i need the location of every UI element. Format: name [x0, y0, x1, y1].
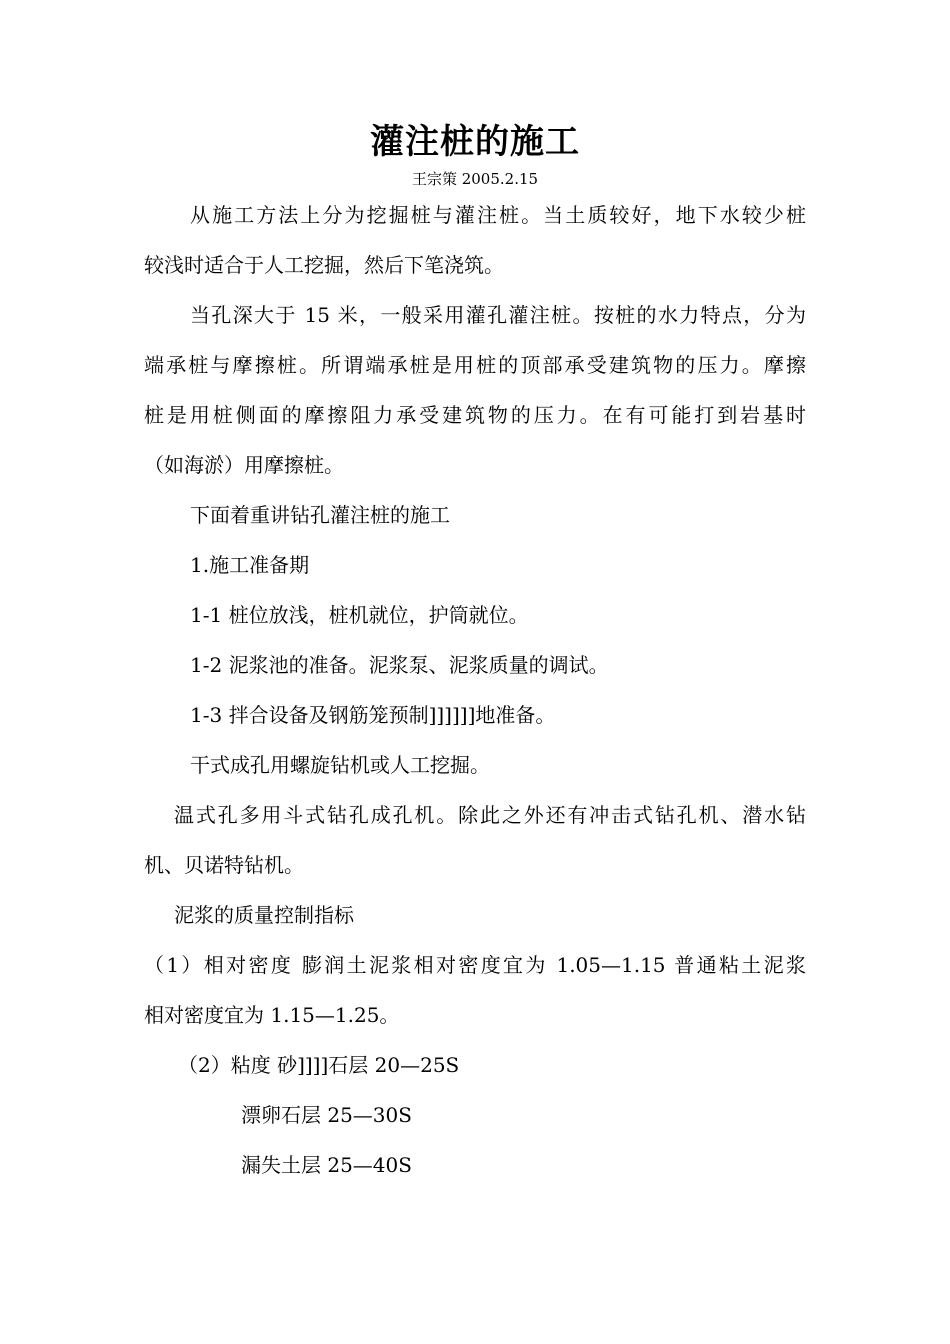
- list-item: 1-2 泥浆池的准备。泥浆泵、泥浆质量的调试。: [190, 653, 609, 677]
- list-item: （2）粘度 砂]]]]石层 20—25S: [178, 1053, 460, 1077]
- paragraph-line: （如海淤）用摩擦桩。: [144, 453, 344, 477]
- paragraph-line: 相对密度宜为 1.15—1.25。: [144, 1003, 400, 1027]
- paragraph-line: （1）相对密度 膨润土泥浆相对密度宜为 1.05—1.15 普通粘土泥浆: [144, 953, 806, 977]
- paragraph-line: 较浅时适合于人工挖掘，然后下笔浇筑。: [144, 253, 504, 277]
- paragraph-line: 从施工方法上分为挖掘桩与灌注桩。当土质较好，地下水较少桩: [190, 203, 806, 227]
- list-item: 1-1 桩位放浅，桩机就位，护筒就位。: [190, 603, 529, 627]
- author-date-line: 王宗策 2005.2.15: [411, 170, 539, 188]
- list-item: 漏失土层 25—40S: [241, 1153, 412, 1177]
- paragraph-line: 干式成孔用螺旋钻机或人工挖掘。: [190, 753, 490, 777]
- document-title: 灌注桩的施工: [370, 122, 580, 162]
- paragraph-line: 下面着重讲钻孔灌注桩的施工: [190, 503, 450, 527]
- paragraph-line: 机、贝诺特钻机。: [144, 853, 304, 877]
- paragraph-line: 当孔深大于 15 米，一般采用灌孔灌注桩。按桩的水力特点，分为: [190, 303, 806, 327]
- list-item: 漂卵石层 25—30S: [241, 1103, 412, 1127]
- paragraph-line: 泥浆的质量控制指标: [174, 903, 354, 927]
- list-item: 1-3 拌合设备及钢筋笼预制]]]]]]地准备。: [190, 703, 556, 727]
- paragraph-line: 温式孔多用斗式钻孔成孔机。除此之外还有冲击式钻孔机、潜水钻: [174, 803, 806, 827]
- section-heading: 1.施工准备期: [190, 553, 310, 577]
- paragraph-line: 桩是用桩侧面的摩擦阻力承受建筑物的压力。在有可能打到岩基时: [144, 403, 806, 427]
- paragraph-line: 端承桩与摩擦桩。所谓端承桩是用桩的顶部承受建筑物的压力。摩擦: [144, 353, 806, 377]
